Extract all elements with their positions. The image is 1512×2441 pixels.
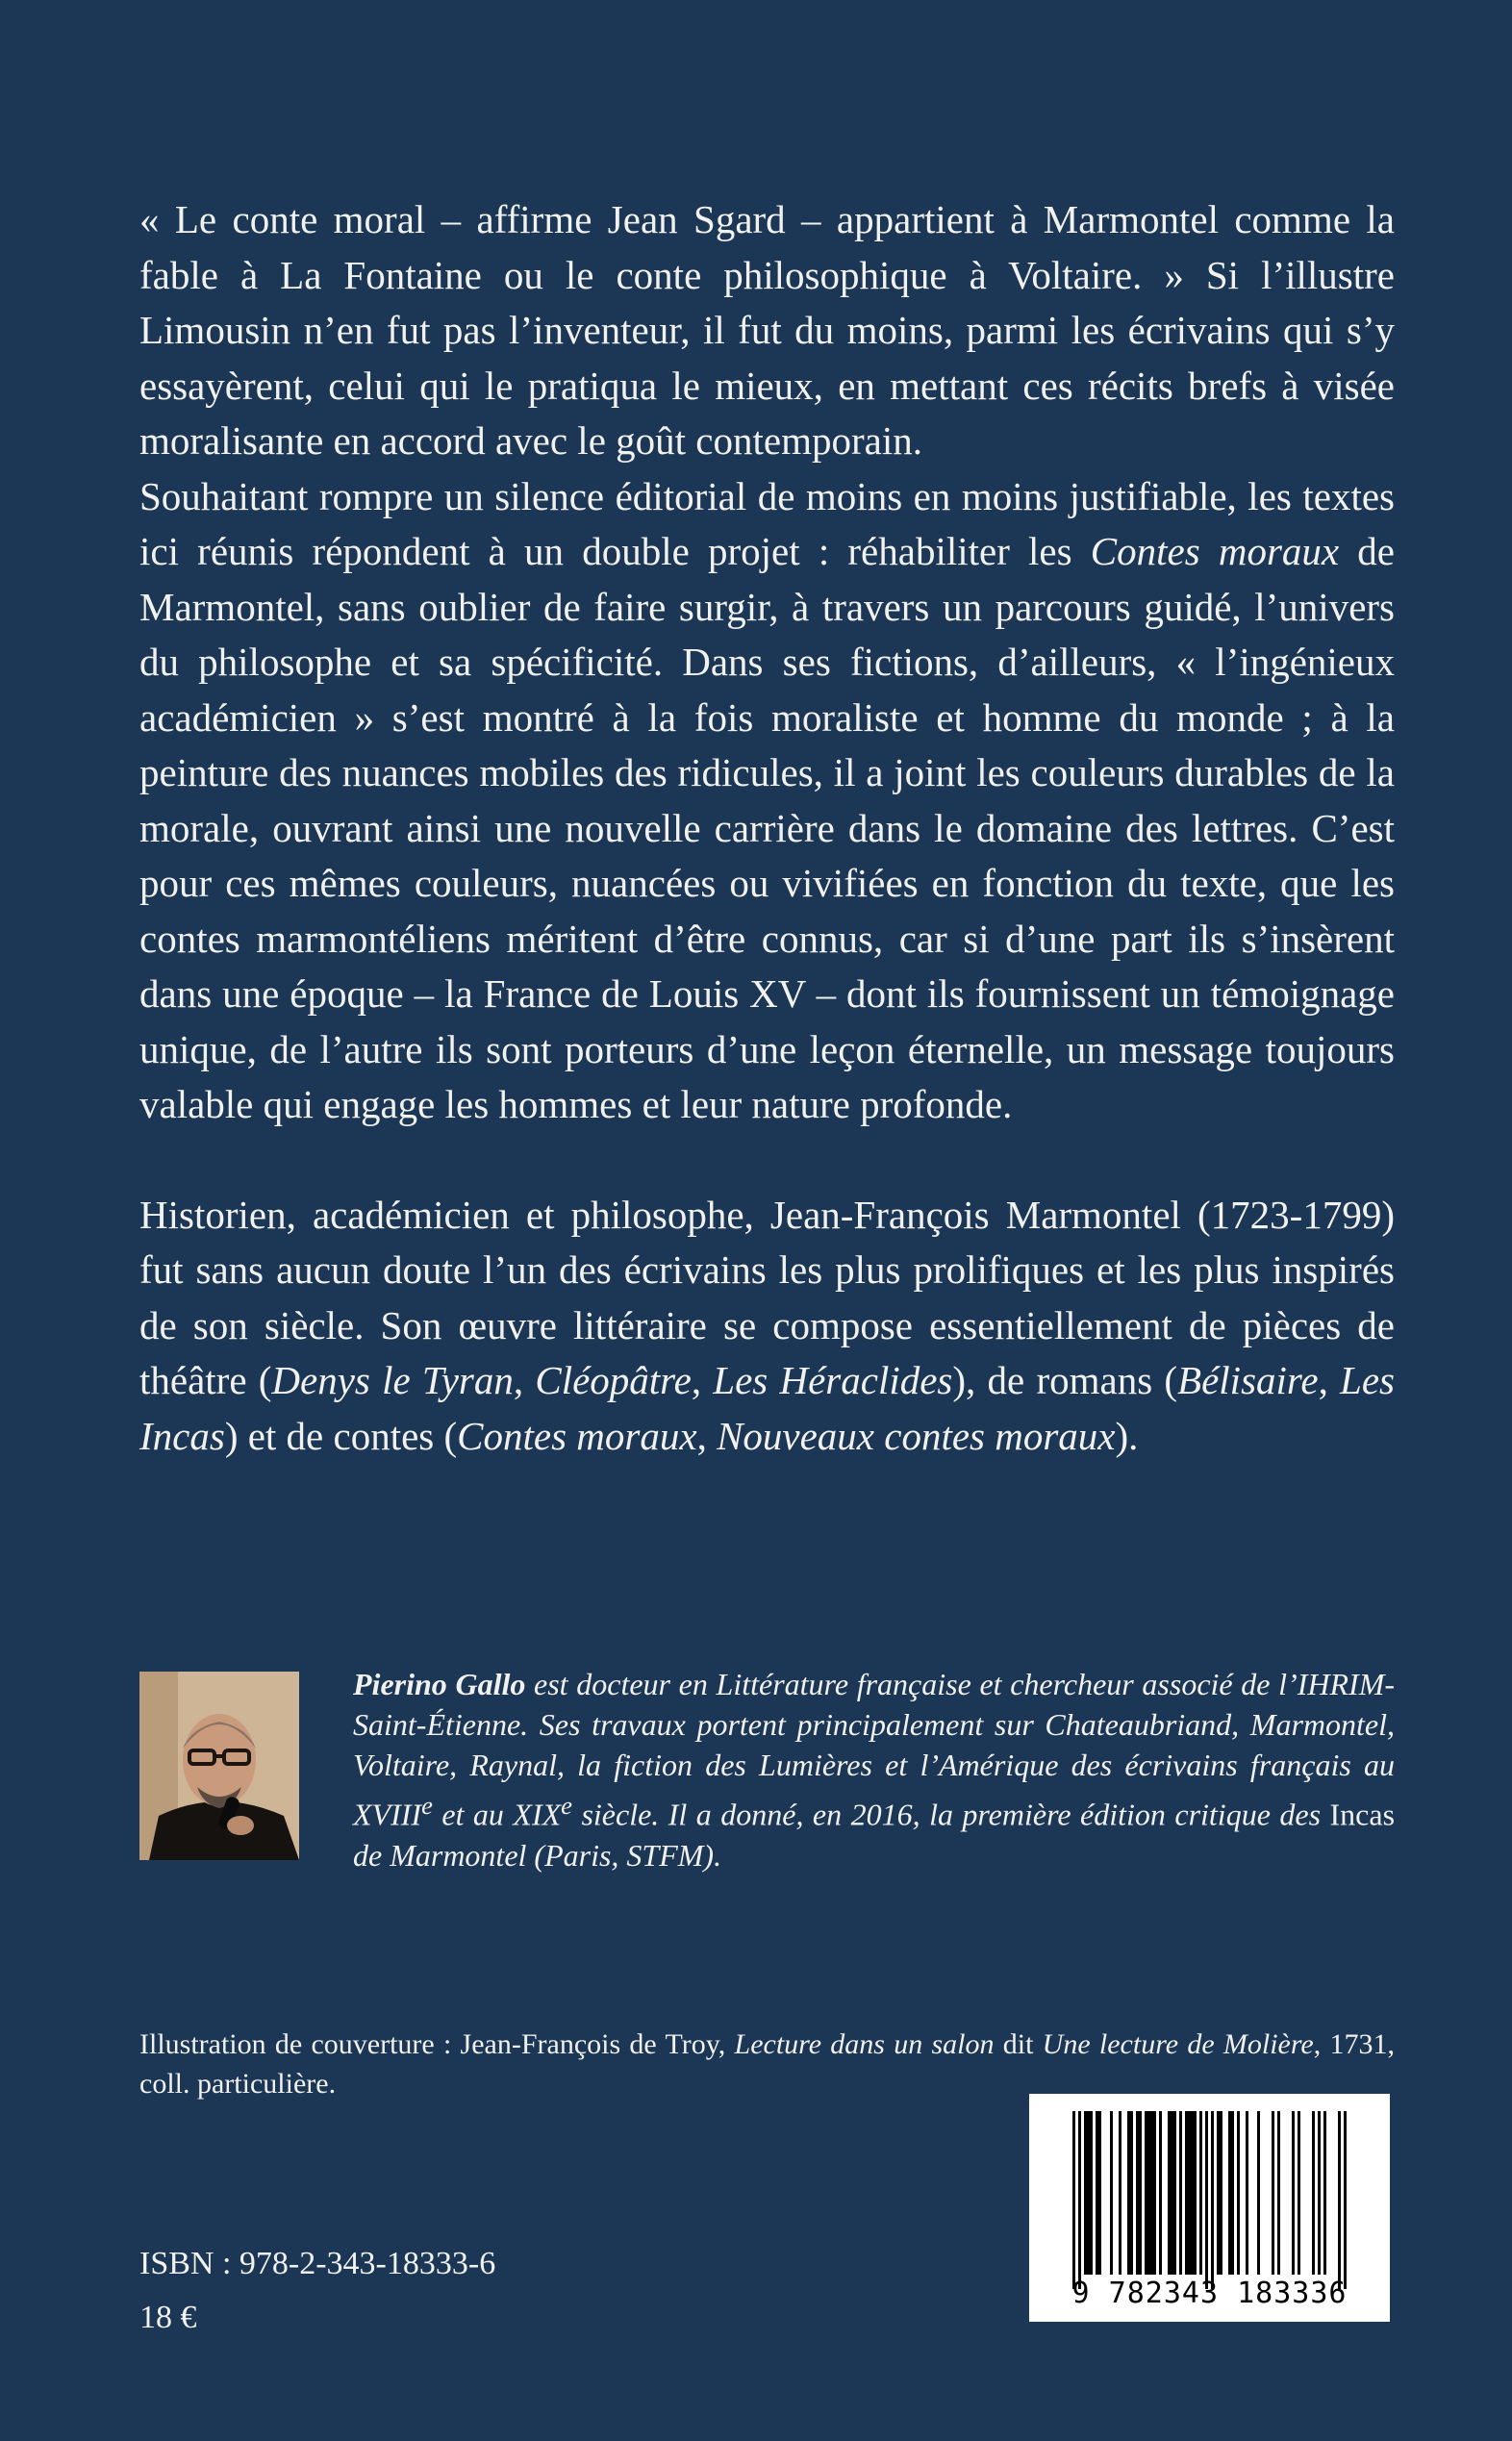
barcode-bar [1090, 2111, 1093, 2275]
barcode-bar [1323, 2111, 1326, 2275]
barcode-bar [1217, 2111, 1220, 2275]
marmontel-text-2: , [513, 1358, 536, 1402]
century-superscript: e [561, 1791, 572, 1820]
barcode-bar [1191, 2111, 1194, 2275]
barcode-bar [1272, 2111, 1274, 2275]
barcode-bar [1257, 2111, 1260, 2275]
project-text-start: Souhaitant rompre un silence éditorial de moins en moins justifiable, les textes ici réunis répondent à un double projet : réhabiliter les [139, 473, 1395, 573]
barcode-guard-bar [1211, 2111, 1214, 2289]
barcode-bar [1246, 2111, 1248, 2275]
barcode-bar [1292, 2111, 1295, 2275]
author-portrait-illustration [139, 1672, 299, 1860]
barcode-bar [1228, 2111, 1231, 2275]
barcode-bar [1194, 2111, 1197, 2275]
work-title: Contes moraux [457, 1413, 697, 1458]
contes-moraux-title: Contes moraux [1090, 529, 1340, 573]
marmontel-text-5: , [1318, 1358, 1341, 1402]
barcode-guard-bar [1344, 2111, 1347, 2289]
price-label: 18 € [139, 2300, 197, 2335]
barcode-bar [1147, 2111, 1150, 2275]
author-bio-text-1: est docteur en Littérature française et chercheur associé de l’IHRIM-Saint-Étienne. Ses travaux portent principalement sur Chateaubriand, Marmontel, Voltaire, Raynal, la fiction des Lumières et l’Amérique des écrivains français au XVIII [353, 1667, 1395, 1832]
cover-illustration-credit [139, 2025, 1395, 2103]
marmontel-text-8: ). [1115, 1413, 1139, 1458]
marmontel-text-6: ) et de contes ( [224, 1413, 458, 1458]
illustration-text-3: , 1731, coll. particulière. [139, 2028, 1396, 2100]
barcode-bar [1318, 2111, 1321, 2275]
barcode-bar [1150, 2111, 1153, 2275]
barcode-bar [1231, 2111, 1234, 2275]
barcode-bar [1298, 2111, 1300, 2275]
barcode-bar [1145, 2111, 1147, 2275]
painting-title: Une lecture de Molière [1042, 2028, 1314, 2060]
author-bio-text-2: et au XIX [432, 1797, 562, 1832]
work-title: Les Incas [139, 1358, 1396, 1458]
paragraph-gap [139, 1133, 1395, 1188]
barcode-bar [1153, 2111, 1156, 2275]
author-bio-text-4: de Marmontel (Paris, STFM). [353, 1837, 722, 1873]
barcode-bar [1127, 2111, 1130, 2275]
barcode [1029, 2094, 1390, 2322]
marmontel-text-3: , [691, 1358, 714, 1402]
intro-text: « Le conte moral – affirme Jean Sgard – appartient à Marmontel comme la fable à La Fontaine ou le conte philosophique à Voltaire. » Si l’illustre Limousin n’en fut pas l’inventeur, il fut du moins, parmi les écrivains qui s’y essayèrent, celui qui le pratiqua le mieux, en mettant ces récits brefs à visée moralisante en accord avec le goût contemporain. [139, 197, 1395, 463]
author-bio [353, 1664, 1395, 1875]
illustration-text-1: Illustration de couverture : Jean-François de Troy, [139, 2028, 735, 2060]
marmontel-text-4: ), de romans ( [952, 1358, 1178, 1402]
century-superscript: e [421, 1791, 433, 1820]
barcode-bar [1119, 2111, 1121, 2275]
barcode-digits: 9 782343 183336 [1071, 2277, 1348, 2310]
barcode-bar [1096, 2111, 1098, 2275]
incas-title: Incas [1329, 1797, 1396, 1832]
marmontel-paragraph [139, 1188, 1395, 1465]
barcode-guard-bar [1338, 2111, 1341, 2289]
barcode-bar [1139, 2111, 1142, 2275]
barcode-bar [1173, 2111, 1176, 2275]
barcode-bar [1087, 2111, 1090, 2275]
illustration-text-2: dit [994, 2028, 1043, 2060]
intro-paragraph [139, 192, 1395, 469]
project-paragraph [139, 469, 1395, 1133]
barcode-bar [1171, 2111, 1173, 2275]
barcode-bar [1168, 2111, 1171, 2275]
work-title: Cléopâtre [535, 1358, 692, 1402]
marmontel-text-7: , [696, 1413, 718, 1458]
author-photo [139, 1672, 299, 1860]
barcode-bar [1159, 2111, 1162, 2275]
author-name: Pierino Gallo [353, 1667, 526, 1701]
barcode-guard-bar [1078, 2111, 1081, 2289]
barcode-bar [1179, 2111, 1182, 2275]
barcode-bar [1188, 2111, 1191, 2275]
barcode-bar [1130, 2111, 1133, 2275]
project-text-end: de Marmontel, sans oublier de faire surgir, à travers un parcours guidé, l’univers du philosophe et sa spécificité. Dans ses fictions, d’ailleurs, « l’ingénieux académicien » s’est montré à la fois moraliste et homme du monde ; à la peinture des nuances mobiles des ridicules, il a joint les couleurs durables de la morale, ouvrant ainsi une nouvelle carrière dans le domaine des lettres. C’est pour ces mêmes couleurs, nuancées ou vivifiées en fonction du texte, que les contes marmontéliens méritent d’être connus, car si d’une part ils s’insèrent dans une époque – la France de Louis XV – dont ils fournissent un témoignage unique, de l’autre ils sont porteurs d’une leçon éternelle, un message toujours valable qui engage les hommes et leur nature profonde. [139, 529, 1396, 1126]
author-bio-text-3: siècle. Il a donné, en 2016, la première édition critique des [572, 1797, 1330, 1832]
barcode-bar [1084, 2111, 1087, 2275]
barcode-bar [1237, 2111, 1240, 2275]
painting-title: Lecture dans un salon [734, 2028, 995, 2060]
work-title: Les Héraclides [713, 1358, 953, 1402]
barcode-bar [1312, 2111, 1315, 2275]
work-title: Denys le Tyran [271, 1358, 514, 1402]
barcode-bar [1098, 2111, 1101, 2275]
barcode-guard-bar [1205, 2111, 1208, 2289]
barcode-bar [1277, 2111, 1280, 2275]
marmontel-text-1: Historien, académicien et philosophe, Jean-François Marmontel (1723-1799) fut sans aucun doute l’un des écrivains les plus prolifiques et les plus inspirés de son siècle. Son œuvre littéraire se compose essentiellement de pièces de théâtre ( [139, 1192, 1395, 1402]
barcode-bar [1220, 2111, 1222, 2275]
work-title: Nouveaux contes moraux [717, 1413, 1116, 1458]
isbn-label: ISBN : 978-2-343-18333-6 [139, 2246, 496, 2281]
work-title: Bélisaire [1177, 1358, 1319, 1402]
author-block [139, 1664, 1396, 1873]
barcode-bar [1185, 2111, 1188, 2275]
barcode-bar [1199, 2111, 1202, 2275]
barcode-bar [1110, 2111, 1113, 2275]
barcode-bar [1136, 2111, 1139, 2275]
back-cover-text [139, 192, 1395, 1464]
barcode-guard-bar [1072, 2111, 1075, 2289]
